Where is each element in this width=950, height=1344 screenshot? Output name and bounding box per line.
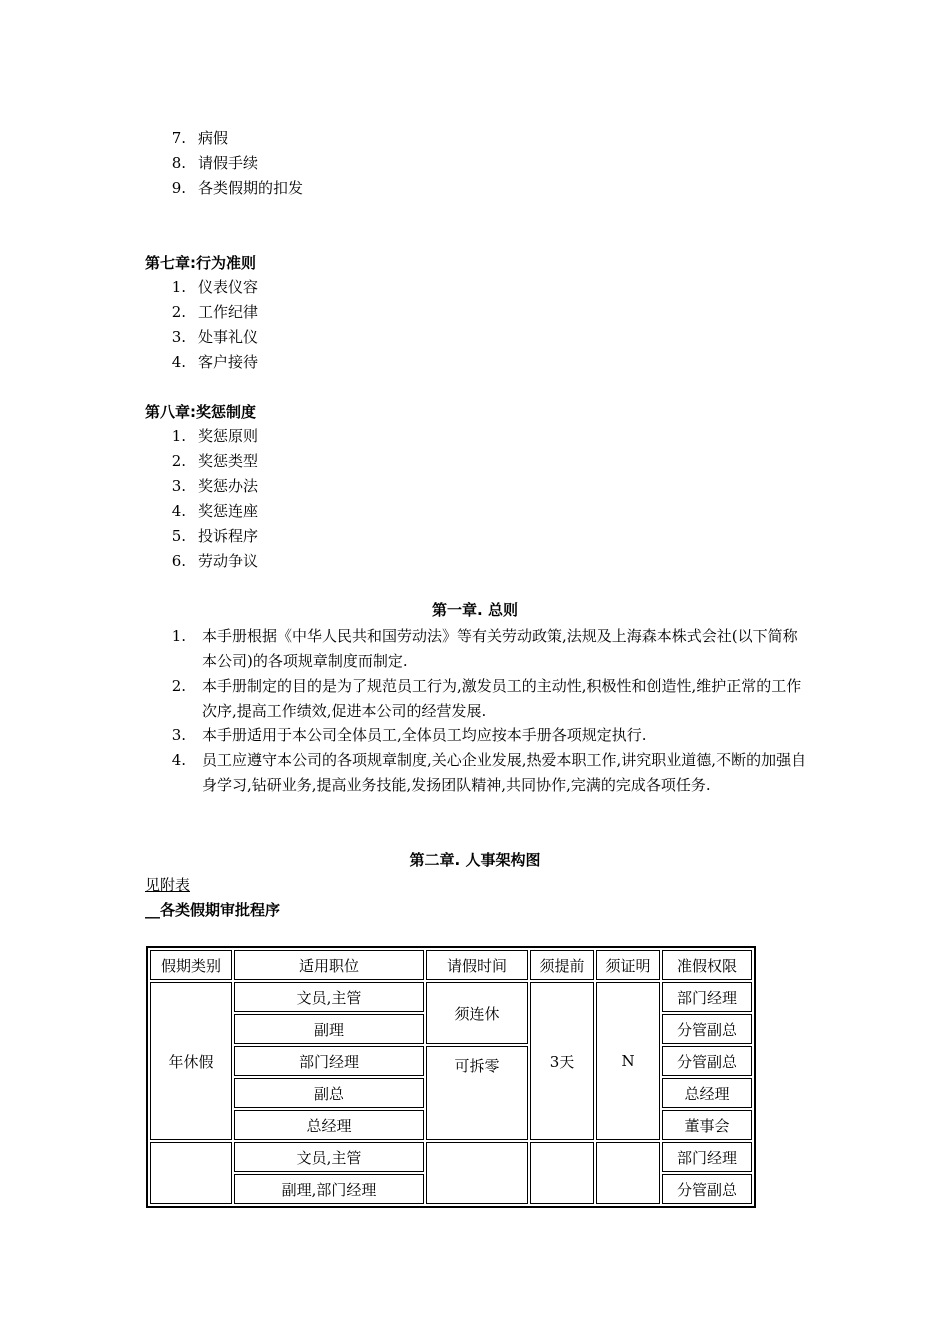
approver-cell: 分管副总: [662, 1046, 752, 1076]
toc-item: [160, 476, 258, 496]
position-cell: 副理,部门经理: [234, 1174, 424, 1204]
item-number: 2.: [171, 452, 186, 470]
toc-item: [160, 153, 258, 173]
time-cell: 可拆零: [426, 1046, 528, 1140]
advance-cell-empty: [530, 1142, 594, 1204]
item-label: 各类假期的扣发: [198, 179, 304, 197]
item-number: 1.: [171, 278, 186, 296]
para-number: 3.: [171, 726, 186, 744]
toc-item: [160, 277, 258, 297]
toc-item: [160, 526, 258, 546]
approver-cell: 分管副总: [662, 1174, 752, 1204]
position-cell: 文员,主管: [234, 1142, 424, 1172]
category-cell-empty: [150, 1142, 232, 1204]
para-number: 4.: [171, 751, 186, 769]
toc-item: [160, 426, 258, 446]
leave-approval-table: [146, 946, 756, 1208]
item-number: 4.: [171, 502, 186, 520]
time-cell: 须连休: [426, 982, 528, 1044]
approver-cell: 总经理: [662, 1078, 752, 1108]
header-cell: 须提前: [530, 950, 594, 980]
header-cell: 请假时间: [426, 950, 528, 980]
category-cell: 年休假: [150, 982, 232, 1140]
item-number: 5.: [171, 527, 186, 545]
item-label: 处事礼仪: [198, 328, 259, 346]
toc-item: [160, 352, 258, 372]
proof-cell-empty: [596, 1142, 660, 1204]
approver-cell: 部门经理: [662, 982, 752, 1012]
item-number: 6.: [171, 552, 186, 570]
approver-cell: 董事会: [662, 1110, 752, 1140]
header-cell: 适用职位: [234, 950, 424, 980]
paragraph: 本手册根据《中华人民共和国劳动法》等有关劳动政策,法规及上海森本株式会社(以下简称本公司)的各项规章制度而制定.: [202, 627, 798, 670]
approver-cell: 分管副总: [662, 1014, 752, 1044]
table-row: [150, 1046, 752, 1076]
general-chapter-title: 第一章. 总则: [432, 601, 518, 619]
item-label: 奖惩连座: [198, 502, 259, 520]
paragraph: 本手册适用于本公司全体员工,全体员工均应按本手册各项规定执行.: [202, 726, 647, 744]
table-row: [150, 1142, 752, 1172]
toc-item: [160, 128, 228, 148]
time-cell-empty: [426, 1142, 528, 1204]
toc-item: [160, 451, 258, 471]
item-number: 4.: [171, 353, 186, 371]
paragraph: 员工应遵守本公司的各项规章制度,关心企业发展,热爱本职工作,讲究职业道德,不断的加强自身学习,钻研业务,提高业务技能,发扬团队精神,共同协作,完满的完成各项任务.: [202, 751, 807, 794]
item-label: 病假: [198, 129, 229, 147]
appendix-link[interactable]: 见附表: [145, 876, 191, 894]
item-number: 7.: [171, 129, 186, 147]
item-label: 奖惩原则: [198, 427, 259, 445]
chapter-7-heading: 第七章:行为准则: [145, 254, 256, 272]
para-number: 2.: [171, 677, 186, 695]
para-number: 1.: [171, 627, 186, 645]
item-number: 3.: [171, 477, 186, 495]
proof-cell: N: [596, 982, 660, 1140]
chapter-2-title: 第二章. 人事架构图: [409, 851, 541, 869]
position-cell: 副总: [234, 1078, 424, 1108]
toc-item: [160, 178, 303, 198]
position-cell: 副理: [234, 1014, 424, 1044]
item-label: 奖惩类型: [198, 452, 259, 470]
item-number: 3.: [171, 328, 186, 346]
toc-item: [160, 327, 258, 347]
item-label: 工作纪律: [198, 303, 259, 321]
item-label: 客户接待: [198, 353, 259, 371]
item-label: 奖惩办法: [198, 477, 259, 495]
item-label: 劳动争议: [198, 552, 259, 570]
table-row: [150, 982, 752, 1012]
table-header-row: [150, 950, 752, 980]
item-label: 仪表仪容: [198, 278, 259, 296]
chapter-8-heading: 第八章:奖惩制度: [145, 403, 256, 421]
header-cell: 须证明: [596, 950, 660, 980]
position-cell: 文员,主管: [234, 982, 424, 1012]
item-number: 8.: [171, 154, 186, 172]
leave-approval-heading: __各类假期审批程序: [145, 901, 281, 919]
toc-item: [160, 501, 258, 521]
approver-cell: 部门经理: [662, 1142, 752, 1172]
advance-cell: 3天: [530, 982, 594, 1140]
item-label: 投诉程序: [198, 527, 259, 545]
paragraph: 本手册制定的目的是为了规范员工行为,激发员工的主动性,积极性和创造性,维护正常的工作次序,提高工作绩效,促进本公司的经营发展.: [202, 677, 802, 720]
toc-item: [160, 551, 258, 571]
position-cell: 部门经理: [234, 1046, 424, 1076]
item-number: 1.: [171, 427, 186, 445]
item-number: 2.: [171, 303, 186, 321]
toc-item: [160, 302, 258, 322]
header-cell: 准假权限: [662, 950, 752, 980]
item-label: 请假手续: [198, 154, 259, 172]
item-number: 9.: [171, 179, 186, 197]
header-cell: 假期类别: [150, 950, 232, 980]
position-cell: 总经理: [234, 1110, 424, 1140]
